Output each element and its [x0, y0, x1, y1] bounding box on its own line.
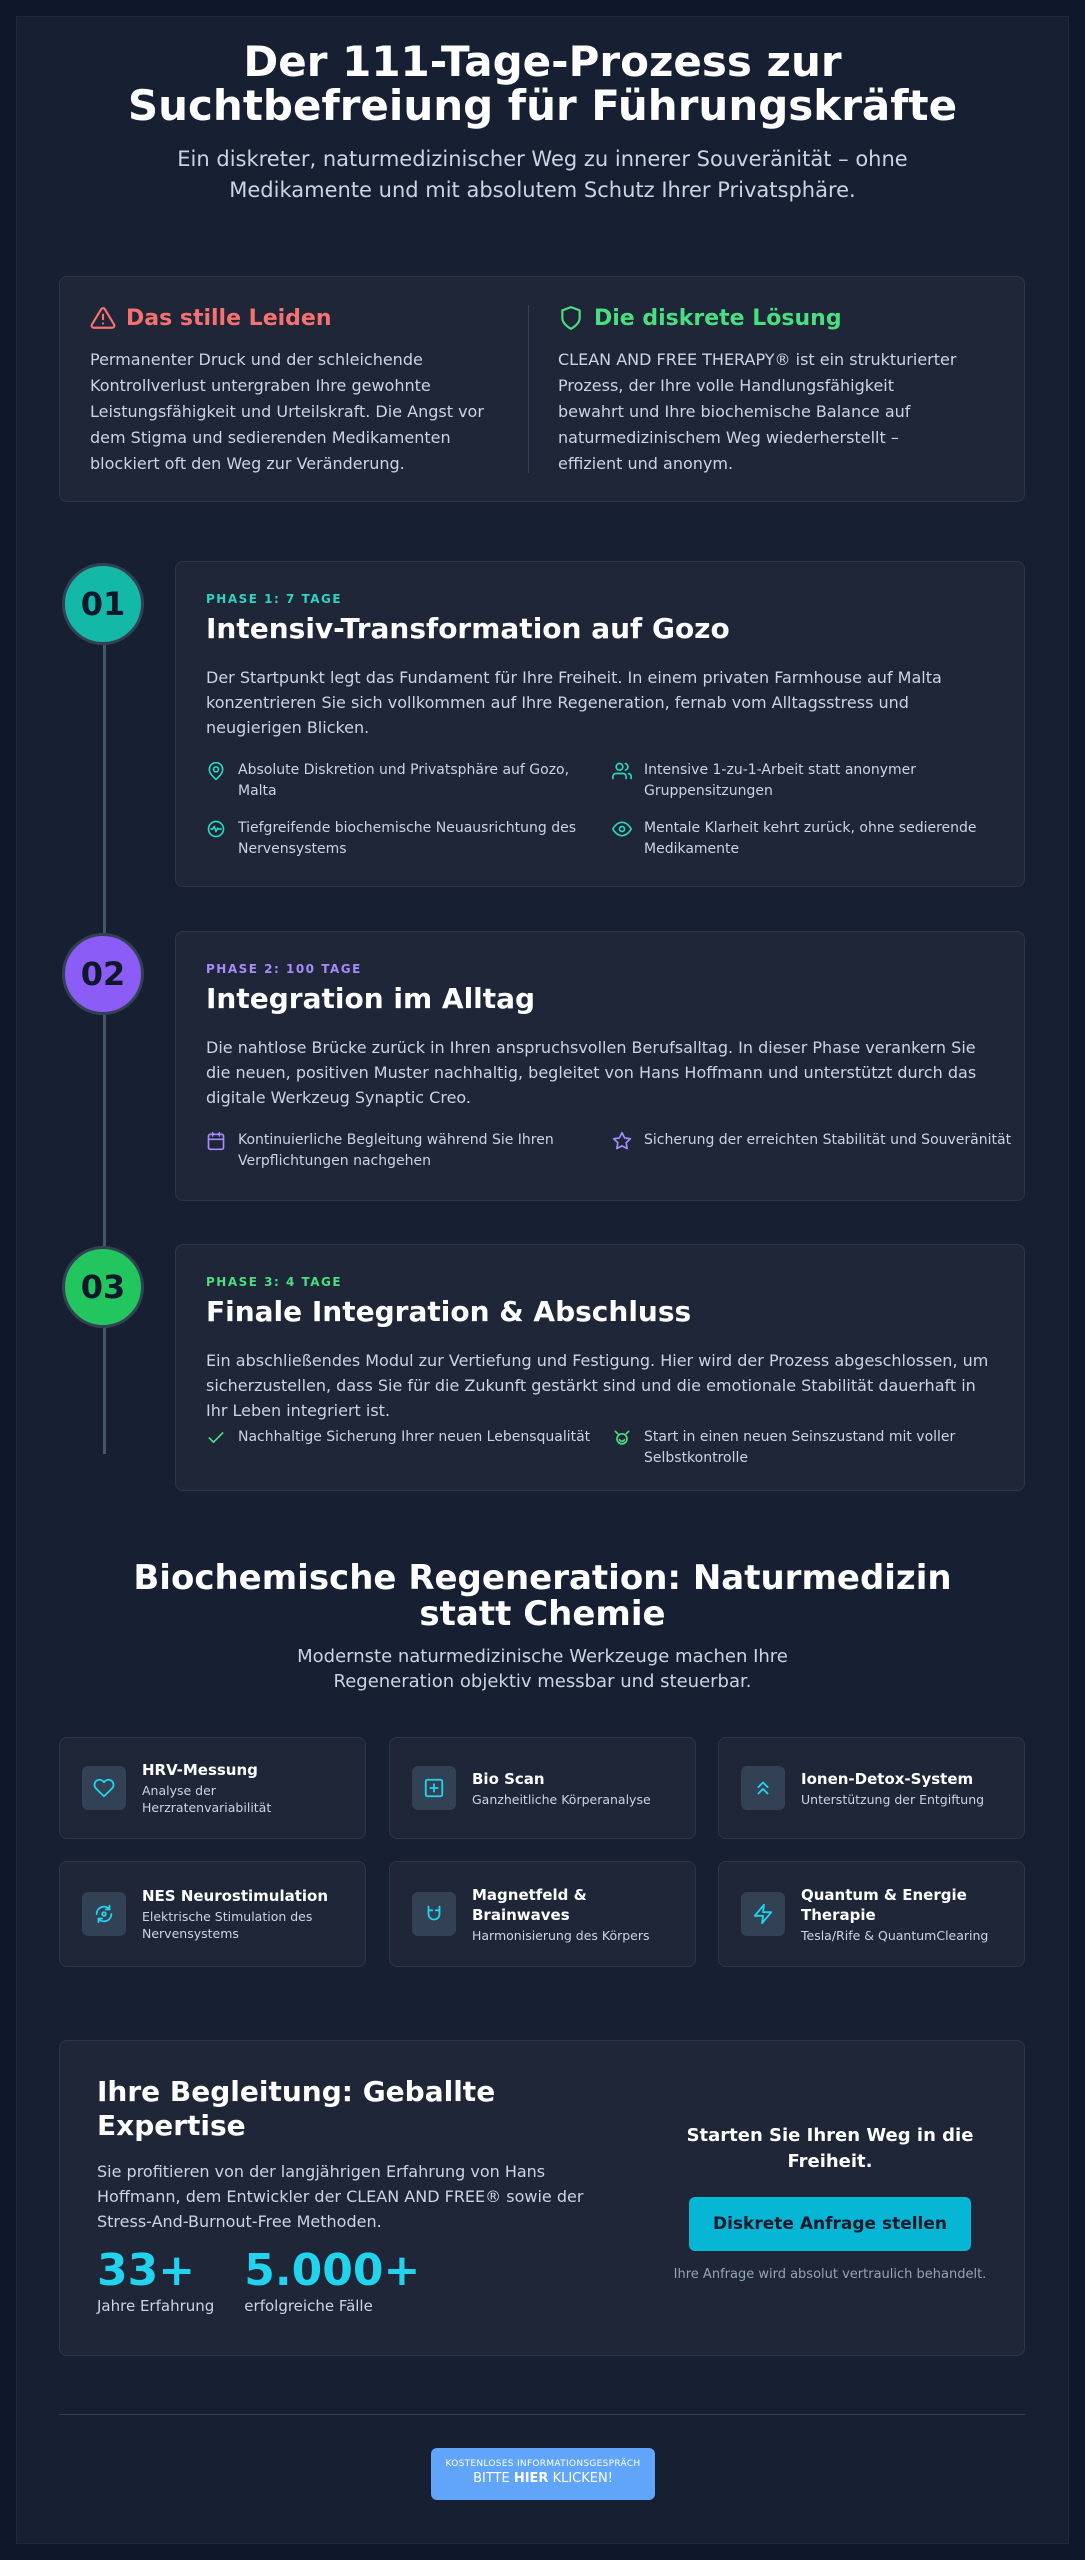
tool-text	[472, 1769, 651, 1808]
phase-label: PHASE 1: 7 TAGE	[206, 592, 343, 606]
phase-1-badge: 01	[62, 563, 144, 645]
stats	[97, 2247, 420, 2315]
tool-card	[718, 1737, 1025, 1839]
stat-number: 33+	[97, 2245, 196, 2296]
tool-name: Magnetfeld & Brainwaves	[472, 1885, 587, 1924]
tool-icon-box	[82, 1892, 126, 1936]
phase-title: Finale Integration & Abschluss	[206, 1295, 692, 1328]
tool-card	[59, 1861, 366, 1967]
tool-text	[142, 1886, 343, 1942]
section-title: Biochemische Regeneration: Naturmedizin statt Chemie	[133, 1558, 952, 1634]
tool-desc: Ganzheitliche Körperanalyse	[472, 1791, 651, 1807]
section-subtitle: Modernste naturmedizinische Werkzeuge machen Ihre Regeneration objektiv messbar und steuerbar.	[297, 1646, 788, 1692]
feature-text: Nachhaltige Sicherung Ihrer neuen Lebensqualität	[238, 1429, 591, 1445]
phase-1-card	[175, 561, 1025, 887]
feature-item	[206, 760, 612, 802]
phase-features	[206, 1130, 1012, 1172]
tool-name: NES Neurostimulation	[142, 1887, 329, 1905]
plus-square-icon	[423, 1777, 445, 1799]
page-subtitle: Ein diskreter, naturmedizinischer Weg zu innerer Souveränität – ohne Medikamente und mit absolutem Schutz Ihrer Privatsphäre.	[177, 147, 908, 202]
footer-divider	[59, 2414, 1025, 2415]
problem-text: Permanenter Druck und der schleichende Kontrollverlust untergraben Ihre gewohnte Leistungsfähigkeit und Urteilskraft. Die Angst vor dem Stigma und sedierenden Medikamenten blockiert oft den Weg zur Veränderung.	[90, 350, 484, 473]
header	[0, 37, 1085, 206]
feature-text: Start in einen neuen Seinszustand mit voller Selbstkontrolle	[644, 1429, 956, 1466]
solution-heading	[558, 305, 958, 331]
magnet-icon	[423, 1903, 445, 1925]
tool-icon-box	[741, 1892, 785, 1936]
eye-icon	[612, 819, 632, 839]
solution-column	[558, 305, 958, 477]
problem-heading	[90, 305, 490, 331]
stat-number: 5.000+	[244, 2245, 421, 2296]
info-call-button[interactable]	[431, 2448, 655, 2500]
star-icon	[612, 1131, 632, 1151]
phase-features	[206, 760, 994, 860]
phase-3-badge: 03	[62, 1246, 144, 1328]
feature-item	[612, 1427, 1018, 1469]
click-here-pre: BITTE	[473, 2471, 514, 2486]
feature-item	[612, 1130, 1018, 1172]
warning-icon	[90, 305, 116, 331]
heart-icon	[93, 1777, 115, 1799]
tool-desc: Unterstützung der Entgiftung	[801, 1791, 985, 1807]
tool-name: Quantum & Energie Therapie	[801, 1885, 967, 1924]
check-icon	[206, 1428, 226, 1448]
cta-box	[660, 2123, 1000, 2282]
click-here-label	[431, 2470, 655, 2488]
feature-item	[206, 818, 612, 860]
bolt-icon	[752, 1903, 774, 1925]
feature-item	[612, 818, 1018, 860]
phase-desc: Die nahtlose Brücke zurück in Ihren anspruchsvollen Berufsalltag. In dieser Phase verankern Sie die neuen, positiven Muster nachhaltig, begleitet von Hans Hoffmann und unterstützt durch das digitale Werkzeug Synaptic Creo.	[206, 1038, 977, 1107]
tool-text	[801, 1769, 984, 1808]
click-here-post: KLICKEN!	[548, 2471, 613, 2486]
tool-icon-box	[741, 1766, 785, 1810]
tool-desc: Analyse der Herzratenvariabilität	[142, 1783, 272, 1815]
request-button[interactable]: Diskrete Anfrage stellen	[689, 2197, 971, 2251]
expert-title: Ihre Begleitung: Geballte Expertise	[97, 2075, 496, 2142]
page-title: Der 111-Tage-Prozess zur Suchtbefreiung für Führungskräfte	[127, 37, 958, 130]
phase-title: Intensiv-Transformation auf Gozo	[206, 612, 730, 645]
info-call-label: KOSTENLOSES INFORMATIONSGESPRÄCH	[445, 2459, 641, 2469]
tool-icon-box	[412, 1766, 456, 1810]
stat-label: Jahre Erfahrung	[97, 2297, 215, 2315]
feature-text: Tiefgreifende biochemische Neuausrichtung des Nervensystems	[238, 820, 577, 857]
activity-icon	[206, 819, 226, 839]
expert-card	[59, 2040, 1025, 2356]
tool-desc: Elektrische Stimulation des Nervensystems	[142, 1909, 313, 1941]
phase-label: PHASE 3: 4 TAGE	[206, 1275, 343, 1289]
problem-column	[90, 305, 490, 477]
feature-text: Sicherung der erreichten Stabilität und Souveränität	[644, 1132, 1012, 1148]
stat-cases	[244, 2247, 420, 2315]
tool-desc: Tesla/Rife & QuantumClearing	[801, 1927, 989, 1943]
feature-item	[206, 1427, 612, 1469]
tool-desc: Harmonisierung des Körpers	[472, 1927, 650, 1943]
phase-title: Integration im Alltag	[206, 982, 536, 1015]
phase-3-card	[175, 1244, 1025, 1491]
tool-card	[718, 1861, 1025, 1967]
feature-item	[612, 760, 1018, 802]
stat-years	[97, 2247, 214, 2315]
tool-icon-box	[82, 1766, 126, 1810]
feature-text: Absolute Diskretion und Privatsphäre auf Gozo, Malta	[238, 762, 570, 799]
solution-title: Die diskrete Lösung	[594, 305, 842, 331]
problem-solution-card	[59, 276, 1025, 502]
users-icon	[612, 761, 632, 781]
tool-icon-box	[412, 1892, 456, 1936]
phase-2-card	[175, 931, 1025, 1201]
tool-card	[389, 1861, 696, 1967]
chevrons-up-icon	[752, 1777, 774, 1799]
tool-name: Ionen-Detox-System	[801, 1769, 974, 1788]
smile-icon	[612, 1428, 632, 1448]
target-icon	[93, 1903, 115, 1925]
phase-label: PHASE 2: 100 TAGE	[206, 962, 362, 976]
shield-icon	[558, 305, 584, 331]
tool-name: HRV-Messung	[142, 1761, 258, 1779]
cta-heading: Starten Sie Ihren Weg in die Freiheit.	[686, 2125, 974, 2172]
tool-text	[472, 1885, 673, 1944]
regeneration-section	[0, 1560, 1085, 1694]
map-pin-icon	[206, 761, 226, 781]
stat-label: erfolgreiche Fälle	[244, 2297, 373, 2315]
tool-card	[59, 1737, 366, 1839]
phase-2-badge: 02	[62, 933, 144, 1015]
tool-name: Bio Scan	[472, 1769, 545, 1788]
column-divider	[528, 305, 529, 473]
feature-text: Mentale Klarheit kehrt zurück, ohne sedierende Medikamente	[644, 820, 977, 857]
tool-card	[389, 1737, 696, 1839]
problem-title: Das stille Leiden	[126, 305, 332, 331]
cta-note: Ihre Anfrage wird absolut vertraulich behandelt.	[673, 2267, 987, 2282]
feature-text: Intensive 1-zu-1-Arbeit statt anonymer Gruppensitzungen	[644, 762, 917, 799]
tool-text	[142, 1760, 343, 1816]
tool-text	[801, 1885, 1002, 1944]
phase-features	[206, 1427, 994, 1469]
expert-desc: Sie profitieren von der langjährigen Erfahrung von Hans Hoffmann, dem Entwickler der CLEAN AND FREE® sowie der Stress-And-Burnout-Free Methoden.	[97, 2162, 584, 2231]
feature-text: Kontinuierliche Begleitung während Sie Ihren Verpflichtungen nachgehen	[238, 1132, 554, 1169]
phase-desc: Ein abschließendes Modul zur Vertiefung und Festigung. Hier wird der Prozess abgeschlossen, um sicherzustellen, dass Sie für die Zukunft gestärkt sind und die emotionale Stabilität dauerhaft in Ihr Leben integriert ist.	[206, 1351, 989, 1420]
solution-text: CLEAN AND FREE THERAPY® ist ein strukturierter Prozess, der Ihre volle Handlungsfähigkeit bewahrt und Ihre biochemische Balance auf naturmedizinischem Weg wiederherstellt – effizient und anonym.	[558, 350, 957, 473]
calendar-icon	[206, 1131, 226, 1151]
feature-item	[206, 1130, 612, 1172]
click-here-bold: HIER	[513, 2471, 549, 2486]
phase-desc: Der Startpunkt legt das Fundament für Ihre Freiheit. In einem privaten Farmhouse auf Malta konzentrieren Sie sich vollkommen auf Ihre Regeneration, fernab vom Alltagsstress und neugierigen Blicken.	[206, 668, 942, 737]
